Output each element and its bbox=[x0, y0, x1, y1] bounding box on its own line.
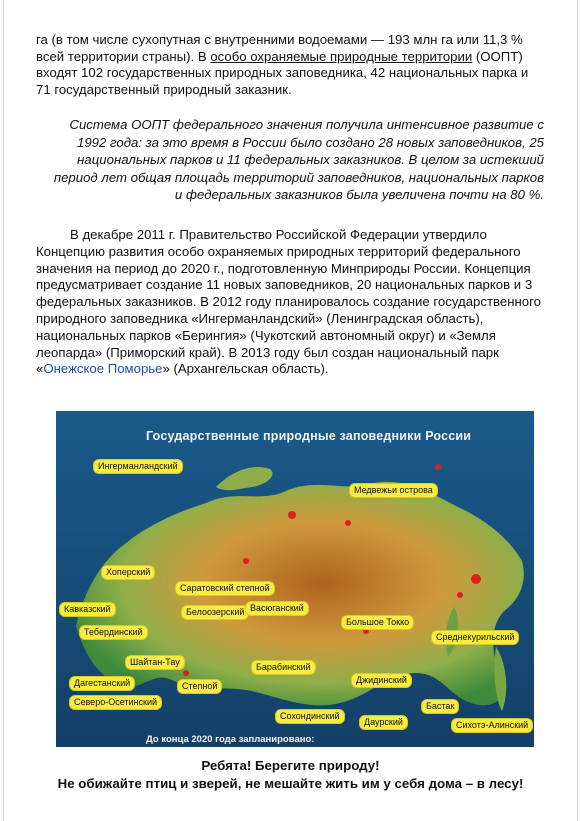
map-footer: До конца 2020 года запланировано: bbox=[146, 734, 315, 745]
label-bastak: Бастак bbox=[422, 700, 458, 713]
paragraph-oopt-summary bbox=[36, 32, 546, 98]
page-border-left bbox=[3, 0, 4, 821]
onezhskoe-pomorye-link[interactable]: Онежское Поморье bbox=[43, 361, 163, 377]
label-dzhidinsky: Джидинский bbox=[352, 674, 411, 687]
label-medvezhyi: Медвежьи острова bbox=[350, 484, 437, 497]
map-title: Государственные природные заповедники России bbox=[146, 429, 472, 443]
paragraph-text: В декабре 2011 г. Правительство Российской Федерации утвердило Концепцию развития особо охраняемых природных территорий федерального значения на период до 2020 г., подготовленную Минприроды России. Концепция предусматривает создание 11 новых заповедников, 20 национальных парков и 3 федеральных заказников. В 2012 году планировалось создание государственного природного заповедника «Ингерманландский» (Ленинградская область), национальных парков «Берингия» (Чукотский автономный округ) и «Земля леопарда» (Приморский край). В 2013 году был создан национальный парк « bbox=[36, 227, 541, 377]
label-srednekurilsky: Среднекурильский bbox=[432, 631, 518, 644]
label-daursky: Даурский bbox=[360, 716, 407, 729]
reserve-area-marker bbox=[243, 558, 249, 564]
label-severo-osetinsky: Северо-Осетинский bbox=[70, 696, 161, 709]
reserve-area-marker bbox=[288, 511, 296, 519]
label-stepnoy: Степной bbox=[178, 680, 221, 693]
paragraph-text: » (Архангельская область). bbox=[162, 361, 329, 377]
label-beloozersky: Белоозерский bbox=[182, 606, 248, 619]
closing-line-1: Ребята! Берегите природу! bbox=[201, 758, 380, 773]
closing-line-2: Не обижайте птиц и зверей, не мешайте жить им у себя дома – в лесу! bbox=[57, 776, 524, 791]
label-teberdinsky: Тебердинский bbox=[80, 626, 147, 639]
label-bolshoe-tokko: Большое Токко bbox=[342, 616, 413, 629]
reserve-area-marker bbox=[435, 464, 441, 470]
reserve-area-marker bbox=[183, 670, 189, 676]
reserve-area-marker bbox=[457, 592, 463, 598]
label-ingermanland: Ингерманландский bbox=[94, 460, 182, 473]
label-kavkazsky: Кавказский bbox=[60, 603, 115, 616]
quote-oopt-development: Система ООПТ федерального значения получила интенсивное развитие с 1992 года: за это время в России было создано 28 новых заповедников, 25 национальных парков и 11 федеральных заказников. В целом за истекший период лет общая площадь территорий заповедников, национальных парков и федеральных заказников была увеличена почти на 80 %. bbox=[53, 117, 544, 203]
page-border-right bbox=[577, 0, 578, 821]
reserve-area-marker bbox=[345, 520, 351, 526]
label-sokhondinsky: Сохондинский bbox=[276, 710, 344, 723]
reserves-map bbox=[56, 411, 534, 747]
label-dagestansky: Дагестанский bbox=[70, 677, 134, 690]
label-vasyugansky: Васюганский bbox=[246, 602, 308, 615]
oopt-link[interactable]: особо охраняемые природные территории bbox=[210, 48, 473, 64]
paragraph-text: га (в том числе сухопутная с внутренними водоемами — 193 млн га или 11,3 % всей территории страны). В bbox=[36, 32, 523, 64]
paragraph-concept-2020 bbox=[36, 227, 546, 378]
label-khopersky: Хоперский bbox=[102, 566, 154, 579]
label-sikhote-alinsky: Сихотэ-Алинский bbox=[452, 719, 532, 732]
label-shaitan-tau: Шайтан-Тау bbox=[126, 656, 184, 669]
label-barabinsky: Барабинский bbox=[252, 661, 315, 674]
reserve-area-marker bbox=[471, 574, 481, 584]
paragraph-text: (ООПТ) входят 102 государственных природных заповедника, 42 национальных парка и 71 государственный природный заказник. bbox=[36, 48, 529, 97]
label-saratovsky: Саратовский степной bbox=[176, 582, 274, 595]
